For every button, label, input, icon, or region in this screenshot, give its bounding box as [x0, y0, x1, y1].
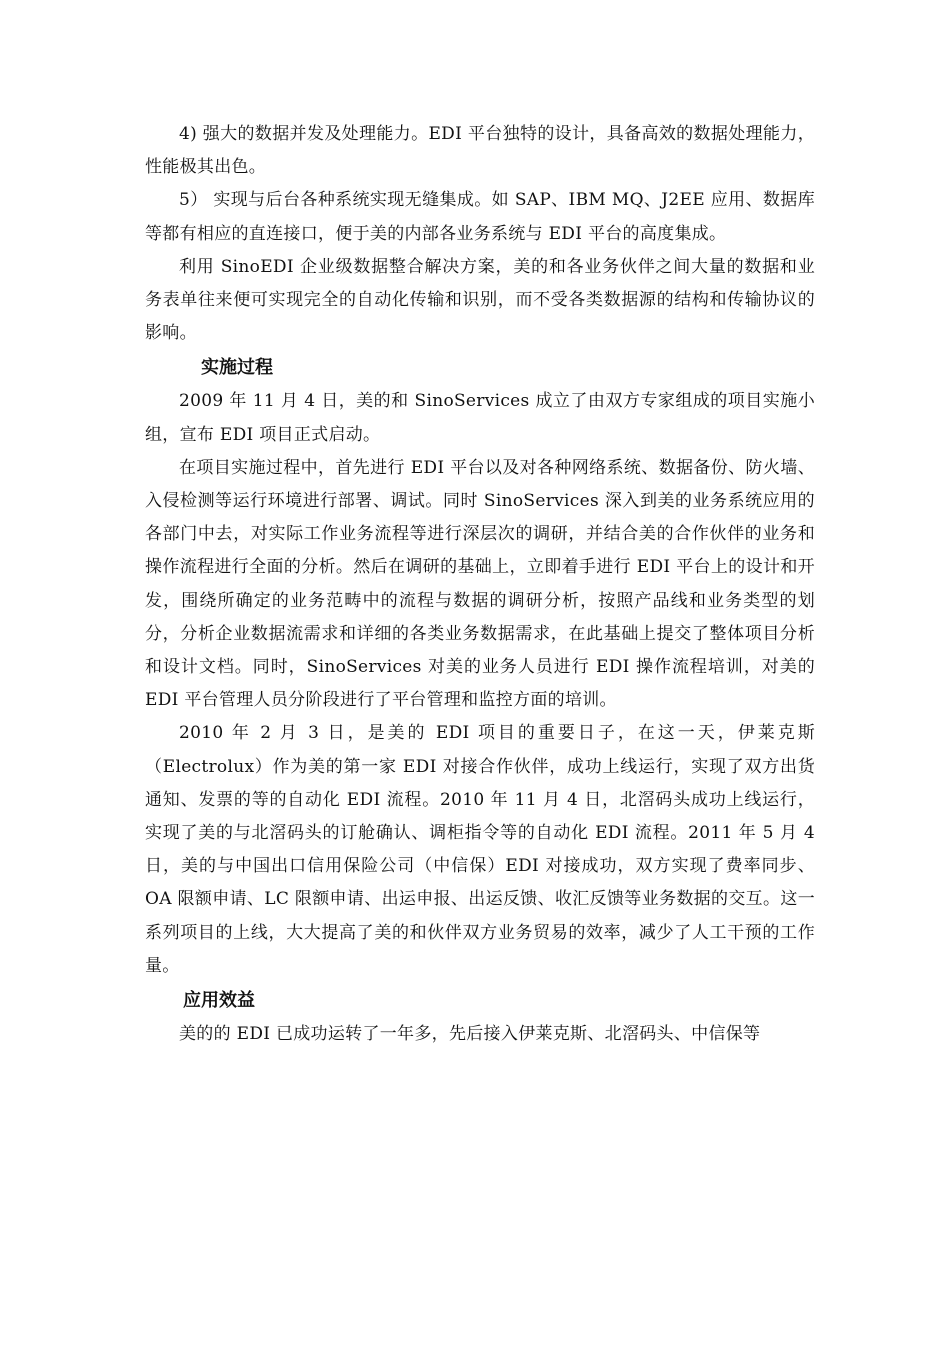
paragraph-benefits: 美的的 EDI 已成功运转了一年多，先后接入伊莱克斯、北滘码头、中信保等	[179, 1024, 761, 1045]
paragraph-sinoedi-solution: 利用 SinoEDI 企业级数据整合解决方案，美的和各业务伙伴之间大量的数据和业务表单往来便可实现完全的自动化传输和识别，而不受各类数据源的结构和传输协议的影响。	[145, 256, 815, 344]
paragraph-data-concurrency: 4) 强大的数据并发及处理能力。EDI 平台独特的设计，具备高效的数据处理能力，性能极其出色。	[145, 124, 815, 178]
document-page	[145, 118, 815, 1051]
heading-implementation: 实施过程	[201, 357, 273, 379]
paragraph-project-start: 2009 年 11 月 4 日，美的和 SinoServices 成立了由双方专家组成的项目实施小组，宣布 EDI 项目正式启动。	[145, 391, 815, 445]
paragraph-implementation-process: 在项目实施过程中，首先进行 EDI 平台以及对各种网络系统、数据备份、防火墙、入侵检测等运行环境进行部署、调试。同时 SinoServices 深入到美的业务系统应用的各部门中去，对实际工作业务流程等进行深层次的调研，并结合美的合作伙伴的业务和操作流程进行全面的分析。然后在调研的基础上，立即着手进行 EDI 平台上的设计和开发，围绕所确定的业务范畴中的流程与数据的调研分析，按照产品线和业务类型的划分，分析企业数据流需求和详细的各类业务数据需求，在此基础上提交了整体项目分析和设计文档。同时，SinoServices 对美的业务人员进行 EDI 操作流程培训，对美的 EDI 平台管理人员分阶段进行了平台管理和监控方面的培训。	[145, 457, 815, 711]
heading-benefits: 应用效益	[183, 990, 255, 1012]
paragraph-milestones: 2010 年 2 月 3 日，是美的 EDI 项目的重要日子，在这一天，伊莱克斯（Electrolux）作为美的第一家 EDI 对接合作伙伴，成功上线运行，实现了双方出货通知、发票的等的自动化 EDI 流程。2010 年 11 月 4 日，北滘码头成功上线运行，实现了美的与北滘码头的订舱确认、调柜指令等的自动化 EDI 流程。2011 年 5 月 4 日，美的与中国出口信用保险公司（中信保）EDI 对接成功，双方实现了费率同步、OA 限额申请、LC 限额申请、出运申报、出运反馈、收汇反馈等业务数据的交互。这一系列项目的上线，大大提高了美的和伙伴双方业务贸易的效率，减少了人工干预的工作量。	[145, 723, 815, 976]
paragraph-system-integration: 5） 实现与后台各种系统实现无缝集成。如 SAP、IBM MQ、J2EE 应用、数据库等都有相应的直连接口，便于美的内部各业务系统与 EDI 平台的高度集成。	[145, 190, 815, 244]
